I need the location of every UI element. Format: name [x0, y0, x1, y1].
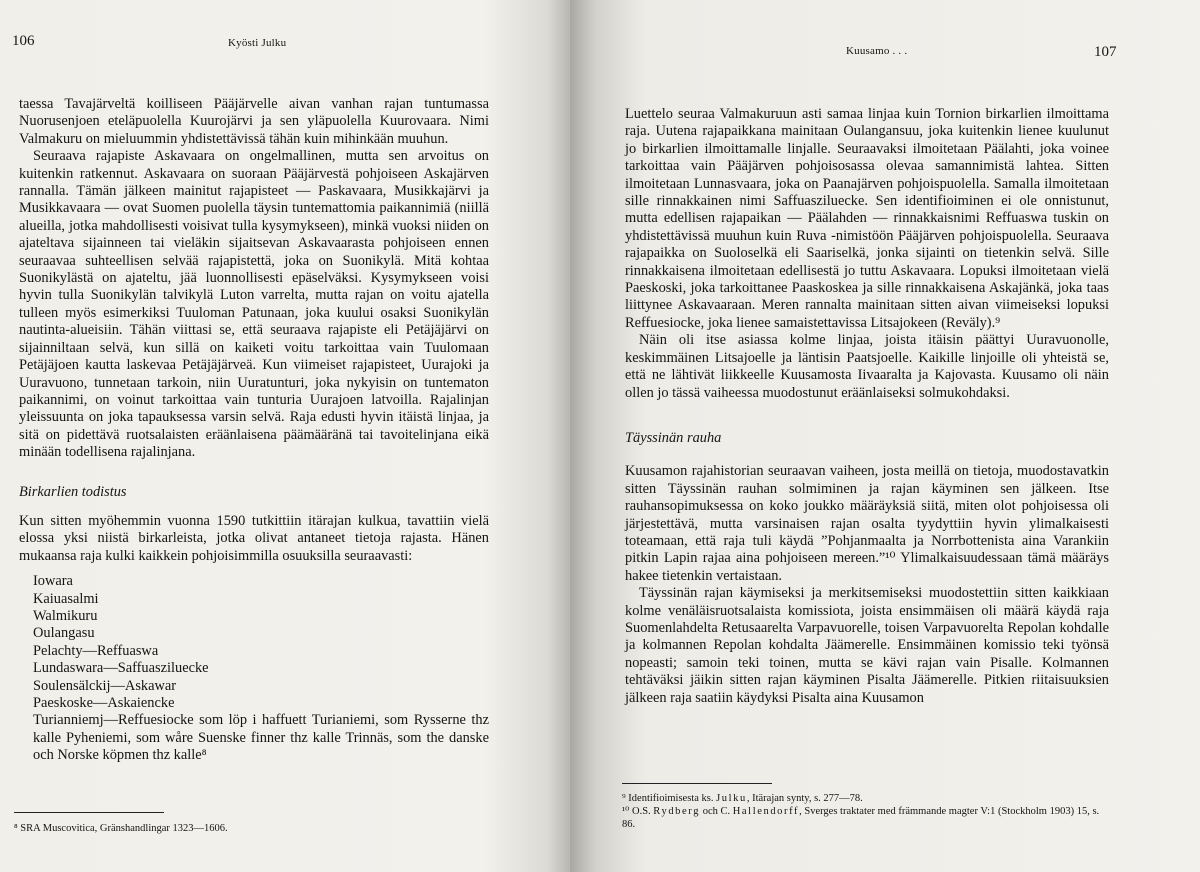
footnotes-right — [622, 792, 1112, 831]
running-head-right: Kuusamo . . . — [846, 45, 908, 57]
left-paragraph-1: taessa Tavajärveltä koilliseen Pääjärvelle aivan vanhan rajan tuntumassa Nuorusenjoen eteläpuolella Kuurojärvi ja sen yläpuolella Kuurovaara. Nimi Valmakuru on mieluummin yhdistettävissä tähän kuin mihinkään muuhun. — [19, 96, 489, 147]
right-paragraph-3: Kuusamon rajahistorian seuraavan vaiheen, josta meillä on tietoja, muodostavatkin sitten Täyssinän rauhan solmiminen ja rajan käyminen sen jälkeen. Itse rauhansopimuksessa on koko joukko määräyksiä siitä, miten olot pohjoisessa oli järjestettävä, mutta varsinaisen rajan osalta tyydyttiin hyvin ylimalkaisesti toteamaan, että raja tuli käydä ”Pohjanmaalta ja Norrbottenista aina Varankiin pitkin Lapin rajaa aina pohjoiseen mereen.”¹⁰ Ylimalkaisuudessaan tämä määräys hakee tietenkin vertaistaan. — [625, 463, 1109, 584]
section-heading-left: Birkarlien todistus — [19, 483, 127, 500]
footnote-left: ⁸ SRA Muscovitica, Gränshandlingar 1323—1606. — [14, 823, 228, 834]
left-paragraph-3: Kun sitten myöhemmin vuonna 1590 tutkittiin itärajan kulkua, tavattiin vielä elossa yksi niistä birkarleista, jotka olivat antaneet tietoja rajasta. Hänen mukaansa raja kulki kaikkein pohjoisimmilla osuuksilla seuraavasti: — [19, 512, 489, 564]
list-last-paragraph: Turianniemj—Reffuesiocke som löp i haffuett Turianiemi, som Rysserne thz kalle Pyheniemi, som wåre Suenske finner thz kalle Trinnäs, som the danske och Norske köpmen thz kalle⁸ — [33, 712, 489, 764]
list-item: Iowara — [33, 573, 73, 590]
footnote-10: ¹⁰ O.S. Rydberg och C. Hallendorff, Sverges traktater med främmande magter V:1 (Stockholm 1903) 15, s. 86. — [622, 806, 1100, 830]
footnote-9: ⁹ Identifioimisesta ks. Julku, Itärajan synty, s. 277—78. — [622, 793, 863, 804]
page-number-left: 106 — [12, 33, 35, 49]
section-heading-right: Täyssinän rauha — [625, 429, 722, 446]
boundary-list — [33, 573, 489, 712]
list-item: Pelachty—Reffuaswa — [33, 642, 159, 659]
footnote-rule-left — [14, 812, 164, 813]
right-body-text — [625, 106, 1109, 707]
list-item: Oulangasu — [33, 625, 95, 642]
left-body-text — [19, 96, 489, 765]
list-item: Paeskoske—Askaiencke — [33, 695, 175, 711]
list-item: Walmikuru — [33, 607, 98, 624]
left-paragraph-2: Seuraava rajapiste Askavaara on ongelmallinen, mutta sen arvoitus on kuitenkin ratkennut. Askavaara on suoraan Pääjärvestä pohjoiseen Askajärven rannalla. Tämän jälkeen mainitut rajapisteet — Paskavaara, Musikkajärvi ja Musikkavaara — ovat Suomen puolella täysin tuntemattomia paikannimiä (niillä alueilla, jotka mahdollisesti voisivat tulla kysymykseen), minkä vuoksi niiden on ajateltava sijainneen tai vieläkin sijaitsevan Askavaarasta pohjoiseen ennen seuraavaa suhteellisen selvää rajapistettä, joka on Suonikylä. Mitä kohtaa Suonikylästä on ajateltu, jää luonnollisesti epäselväksi. Kysymykseen voisi hyvin tulla Suonikylän talvikylä Luton varrelta, mutta rajan on voitu ajatella tulleen myös esimerkiksi Tuuloman Patunaan, joka kuului osaksi Suonikylän nautinta-alueisiin. Tähän viittasi se, että seuraava rajapiste eli Petäjäjärvi on sijainniltaan selvä, kun sillä on kaiketi voitu tarkoittaa vain Tuulomaan Petäjäjoen kautta laskevaa Petäjäjärveä. Kun viimeiset rajapisteet, Uurajoki ja Uuravuono, tunnetaan tarkoin, niin Uuratunturi, joka nykyisin on tuntematon paikannimi, on voinut tarkoittaa vain tunturia Uurajoen latvoilla. Rajalinjan yleissuunta on joka tapauksessa varsin selvä. Raja edusti hyvin itäistä linjaa, ja sitä on pidettävä ruotsalaisten eräänlaisena päämääränä tai tavoitelinjana eikä minään todellisena rajalinjana. — [19, 148, 489, 461]
right-paragraph-4: Täyssinän rajan käymiseksi ja merkitsemiseksi muodostettiin sitten kaikkiaan kolme venäläisruotsalaista komissiota, joista ensimmäisen oli määrä käydä raja Suomenlahdelta Retusaarelta Varpavuorelle, toisen Varpavuorelta Repolan kohdalle ja kolmannen Repolan kohdalta Jäämerelle. Ensimmäinen komissio teki työnsä nopeasti; samoin teki toinen, mutta se kävi rajan vain Pisalle. Kolmannen tehtäväksi jäikin sitten rajan käyminen Pisalta Jäämerelle. Pitkien riitaisuuksien jälkeen raja saatiin käydyksi Pisalta aina Kuusamon — [625, 585, 1109, 706]
list-item: Lundaswara—Saffuaszilueckе — [33, 660, 209, 677]
left-page — [0, 0, 570, 872]
right-paragraph-1: Luettelo seuraa Valmakuruun asti samaa linjaa kuin Tornion birkarlien ilmoittama raja. Uutena rajapaikkana mainitaan Oulangansuu, joka kuitenkin lienee kuulunut jo birkarlien ilmoittamalle linjalle. Seuraavaksi ilmoitetaan Päälahti, joka voinee tarkoittaa vain Pääjärven pohjoisosassa olevaa samannimistä lahtea. Sitten ilmoitetaan Lunnasvaara, joka on Paanajärven pohjoispuolella. Samalla ilmoitetaan sille rinnakkainen nimi Saffuaszilueckе. Sen identifioiminen ei ole onnistunut, mutta edellisen rajapaikan — Päälahden — rinnakkaisnimi Reffuaswa tuskin on yhdistettävissä muuhun kuin Ruva -nimistöön Pääjärven pohjoispuolella. Seuraava rajapaikka on Suoloselkä eli Saariselkä, jonka sijainti on tietenkin selvä. Sille rinnakkaisena ilmoitetaan edellisestä jo tuttu Askavaara. Lopuksi ilmoitetaan vielä Paeskoski, joka tarkoittanee Paaskoskea ja sille rinnakkaisena Askajänkä, joka taas liittynee Askavaaraan. Meren rannalta mainitaan sitten aivan viimeiseksi lopuksi Reffuesiocke, joka lienee samaistettavissa Litsajokeen (Reväly).⁹ — [625, 106, 1109, 331]
list-item: Kaiuasalmi — [33, 590, 99, 607]
right-paragraph-2: Näin oli itse asiassa kolme linjaa, joista itäisin päättyi Uuravuonolle, keskimmäinen Litsajoelle ja läntisin Paatsjoelle. Kaikille linjoille oli yhteistä se, että ne lähtivät liikkeelle Kuusamosta Iivaaralta ja Kajovasta. Kuusamo oli näin ollen jo tässä vaiheessa muodostunut eräänlaiseksi solmukohdaksi. — [625, 332, 1109, 401]
page-number-right: 107 — [1094, 44, 1117, 60]
running-head-left: Kyösti Julku — [228, 37, 287, 49]
footnote-rule-right — [622, 783, 772, 784]
list-item: Soulensälckij—Askawar — [33, 677, 177, 694]
right-page — [570, 0, 1200, 872]
